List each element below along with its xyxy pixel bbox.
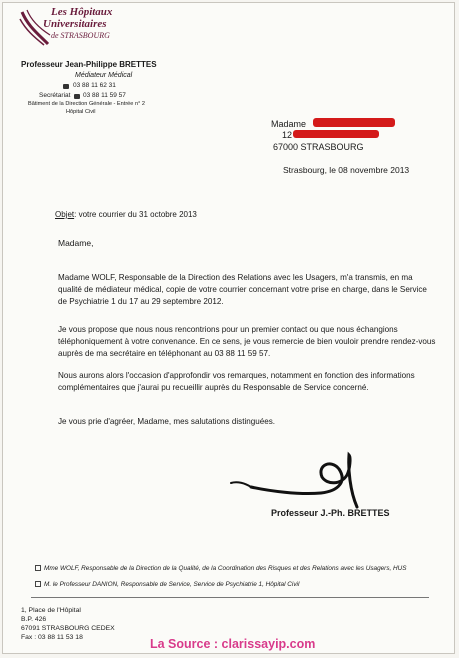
copy-recipient-1: Mme WOLF, Responsable de la Direction de la Qualité, de la Coordination des Risques et des Relations avec les Usagers, HUS bbox=[35, 565, 455, 573]
sender-role: Médiateur Médical bbox=[75, 72, 133, 79]
footer-address: 1, Place de l'Hôpital bbox=[21, 607, 81, 614]
source-caption: La Source : clarissayip.com bbox=[150, 637, 316, 651]
footer-city: 67091 STRASBOURG CEDEX bbox=[21, 625, 115, 632]
recipient-title: Madame bbox=[271, 119, 307, 129]
redaction-mark bbox=[313, 118, 395, 127]
handwritten-signature bbox=[229, 451, 379, 511]
site-line: Hôpital Civil bbox=[66, 109, 96, 115]
copy-recipient-2: M. le Professeur DANION, Responsable de Service, Service de Psychiatrie 1, Hôpital Civil bbox=[35, 581, 455, 589]
copy-checkbox-icon bbox=[35, 565, 41, 571]
phone-icon bbox=[63, 84, 69, 89]
salutation: Madame, bbox=[58, 238, 94, 248]
redaction-mark bbox=[293, 130, 379, 138]
secretariat-phone: 03 88 11 59 57 bbox=[83, 92, 126, 99]
objet-line bbox=[55, 210, 197, 219]
building-line: Bâtiment de la Direction Générale - Entrée n° 2 bbox=[28, 101, 145, 107]
phone-icon bbox=[74, 94, 80, 99]
letter-page bbox=[2, 2, 455, 654]
recipient-street: 12 bbox=[282, 130, 293, 140]
signature-name: Professeur J.-Ph. BRETTES bbox=[271, 508, 390, 518]
footer-divider bbox=[31, 597, 429, 598]
sender-name: Professeur Jean-Philippe BRETTES bbox=[21, 60, 157, 69]
closing-line: Je vous prie d'agréer, Madame, mes salutations distinguées. bbox=[58, 417, 276, 426]
org-name-line2: Universitaires bbox=[43, 18, 107, 30]
objet-label: Objet bbox=[55, 210, 75, 219]
sender-phone: 03 88 11 62 31 bbox=[73, 82, 116, 89]
recipient-city: 67000 STRASBOURG bbox=[273, 142, 364, 152]
org-name-line3: de STRASBOURG bbox=[51, 31, 110, 40]
objet-text: : votre courrier du 31 octobre 2013 bbox=[74, 210, 197, 219]
footer-bp: B.P. 426 bbox=[21, 616, 47, 623]
secretariat-label: Secrétariat bbox=[39, 92, 71, 99]
footer-fax: Fax : 03 88 11 53 18 bbox=[21, 634, 83, 641]
body-paragraph-2: Je vous propose que nous nous rencontrions pour un premier contact ou que nous échangions téléphoniquement à votre convenance. En ce sens, je vous remercie de bien vouloir prendre rendez-vous auprès de ma secrétaire en téléphonant au 03 88 11 59 57. bbox=[58, 325, 436, 358]
body-paragraph-1: Madame WOLF, Responsable de la Direction des Relations avec les Usagers, m'a transmis, en ma qualité de médiateur médical, copie de votre courrier concernant votre prise en charge, dans le Service de Psychiatrie 1 du 17 au 29 septembre 2012. bbox=[58, 273, 427, 306]
copy-checkbox-icon bbox=[35, 581, 41, 587]
date-line: Strasbourg, le 08 novembre 2013 bbox=[283, 165, 410, 175]
org-name-line1: Les Hôpitaux bbox=[51, 6, 113, 18]
body-paragraph-3: Nous aurons alors l'occasion d'approfondir vos remarques, notamment en fonction des informations complémentaires que j'aurai pu recueillir auprès du Responsable de Service concerné. bbox=[58, 371, 415, 392]
